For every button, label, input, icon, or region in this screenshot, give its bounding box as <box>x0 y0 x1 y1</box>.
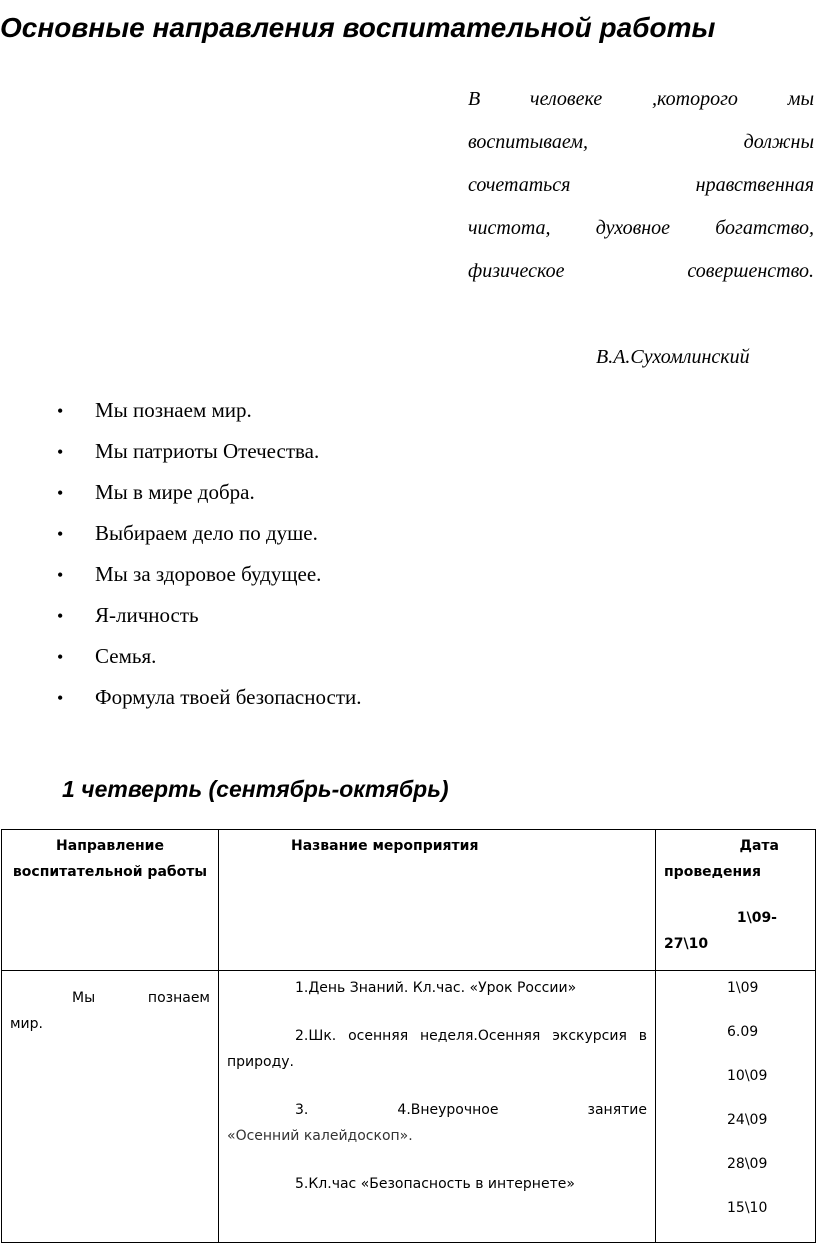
list-item-text: Мы познаем мир. <box>95 398 252 422</box>
epigraph-line: сочетаться нравственная <box>468 174 814 196</box>
epigraph-line: чистота, духовное богатство, <box>468 217 814 239</box>
event-date: 6.09 <box>727 1024 759 1040</box>
bullet-icon: • <box>57 442 64 462</box>
column-header-date <box>656 830 816 971</box>
table-header-row <box>2 830 816 971</box>
column-header-text: Название мероприятия <box>291 838 479 854</box>
event-item-text: 3. 4.Внеурочное занятие <box>295 1102 647 1118</box>
epigraph-line: В человеке ,которого мы <box>468 88 814 110</box>
list-item <box>57 390 362 431</box>
dates-cell <box>656 971 816 1243</box>
date-range-start: 1\09- <box>736 910 777 926</box>
event-date: 24\09 <box>727 1112 768 1128</box>
direction-text: мир. <box>10 1016 43 1032</box>
event-item: 5.Кл.час «Безопасность в интернете» <box>295 1176 575 1192</box>
epigraph-author: В.А.Сухомлинский <box>596 346 750 368</box>
column-header-text: проведения <box>664 864 761 880</box>
list-item-text: Семья. <box>95 644 157 668</box>
events-cell <box>219 971 656 1243</box>
event-item: 1.День Знаний. Кл.час. «Урок России» <box>295 980 577 996</box>
date-range-end: 27\10 <box>664 936 709 952</box>
event-date: 15\10 <box>727 1200 768 1216</box>
epigraph <box>468 78 814 293</box>
bullet-icon: • <box>57 606 64 626</box>
table-row <box>2 971 816 1243</box>
list-item <box>57 595 362 636</box>
epigraph-line: воспитываем, должны <box>468 131 814 153</box>
quarter-heading: 1 четверть (сентябрь-октябрь) <box>62 776 449 802</box>
list-item-text: Мы патриоты Отечества. <box>95 439 320 463</box>
event-item <box>227 1097 647 1149</box>
list-item <box>57 472 362 513</box>
list-item-text: Формула твоей безопасности. <box>95 685 362 709</box>
epigraph-line: физическое совершенство. <box>468 260 814 282</box>
column-header-text: Направление <box>56 838 164 854</box>
direction-text: Мы познаем <box>72 990 210 1006</box>
bullet-icon: • <box>57 565 64 585</box>
list-item <box>57 636 362 677</box>
event-item: 2.Шк. осенняя неделя.Осенняя экскурсия в природу. <box>227 1028 647 1070</box>
bullet-icon: • <box>57 401 64 421</box>
event-item-text: «Осенний калейдоскоп». <box>227 1128 413 1144</box>
column-header-event <box>219 830 656 971</box>
list-item-text: Мы за здоровое будущее. <box>95 562 322 586</box>
list-item-text: Мы в мире добра. <box>95 480 255 504</box>
bullet-icon: • <box>57 524 64 544</box>
list-item <box>57 554 362 595</box>
column-header-direction <box>2 830 219 971</box>
direction-cell <box>2 971 219 1243</box>
event-date: 28\09 <box>727 1156 768 1172</box>
directions-list <box>57 390 362 718</box>
bullet-icon: • <box>57 688 64 708</box>
list-item <box>57 513 362 554</box>
event-date: 1\09 <box>727 980 759 996</box>
column-header-text: воспитательной работы <box>12 864 208 880</box>
bullet-icon: • <box>57 483 64 503</box>
list-item <box>57 431 362 472</box>
events-table <box>1 829 816 1243</box>
list-item-text: Выбираем дело по душе. <box>95 521 318 545</box>
column-header-text: Дата <box>739 838 779 854</box>
bullet-icon: • <box>57 647 64 667</box>
list-item-text: Я-личность <box>95 603 199 627</box>
event-date: 10\09 <box>727 1068 768 1084</box>
list-item <box>57 677 362 718</box>
page-title: Основные направления воспитательной работы <box>0 12 716 43</box>
